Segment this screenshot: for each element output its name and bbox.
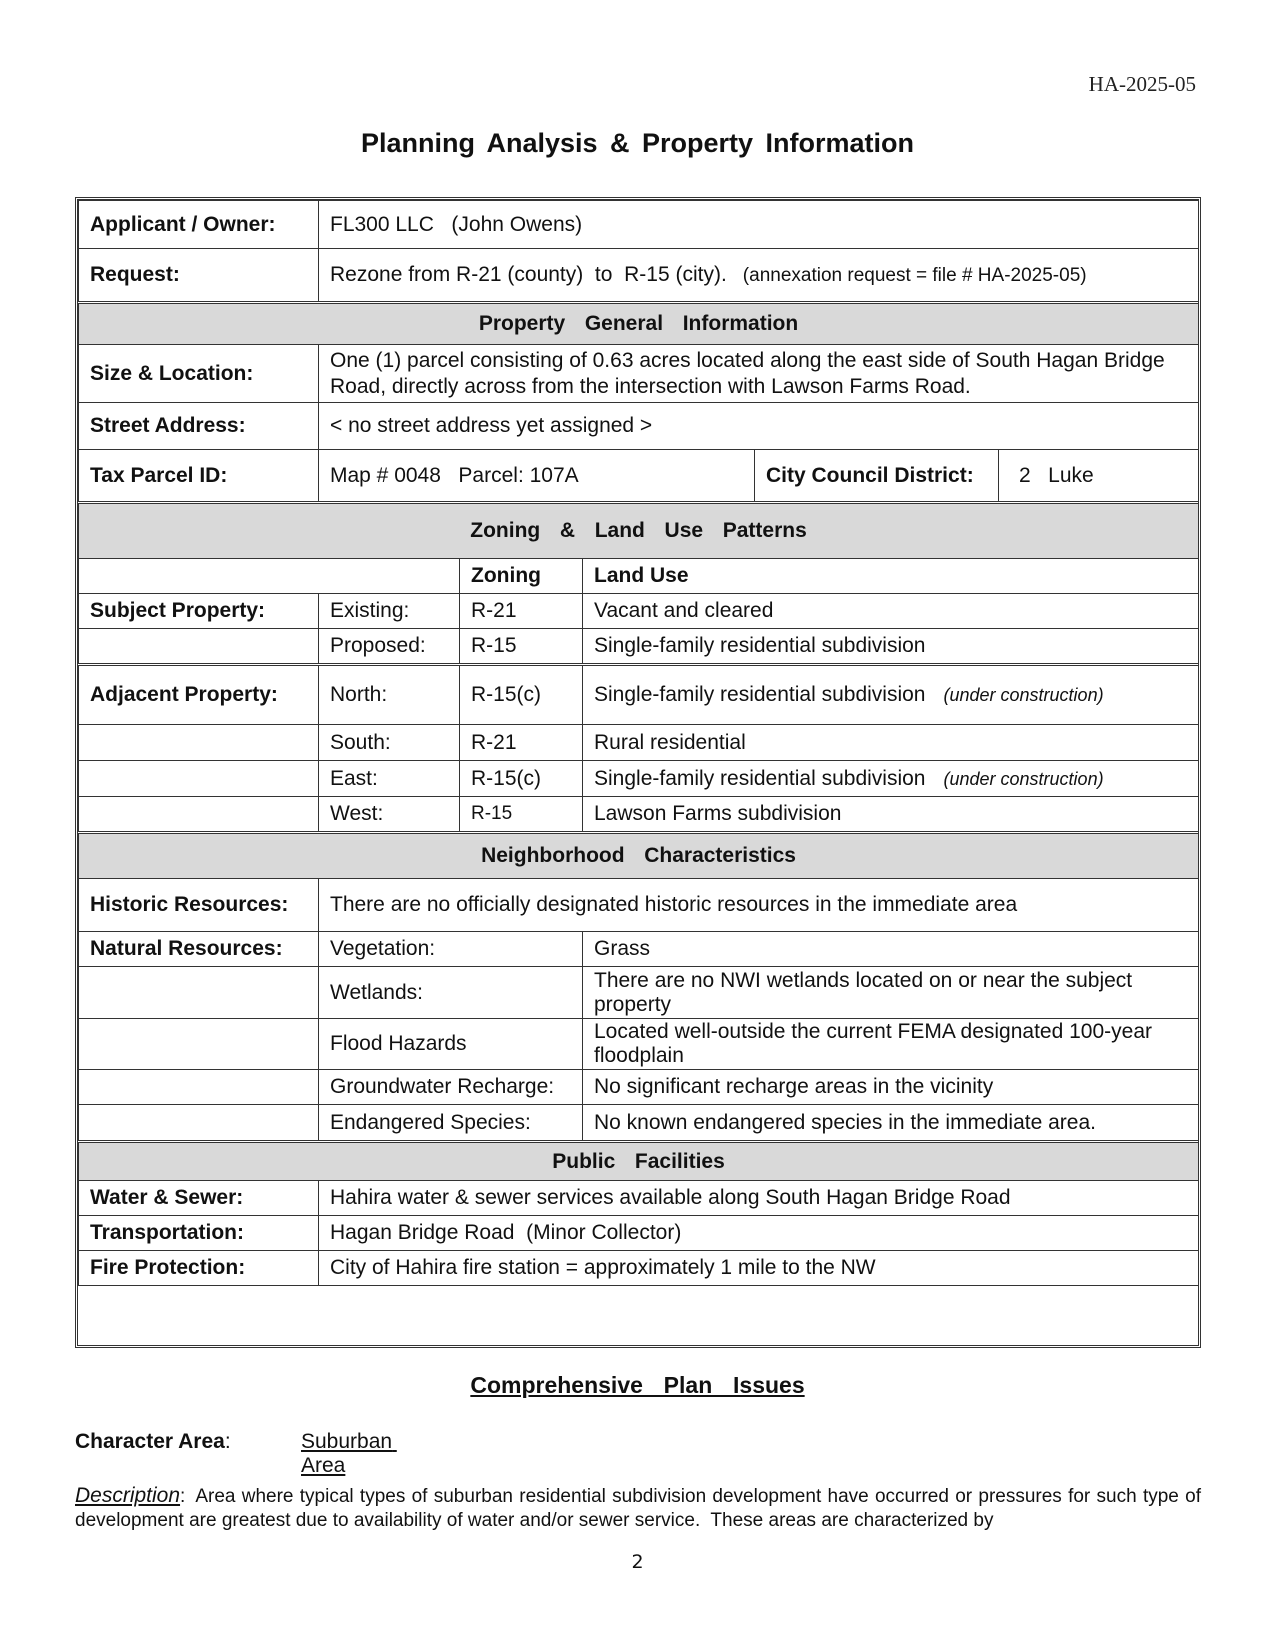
land-use-cell	[583, 665, 1199, 725]
adjacent-property-row	[79, 761, 1199, 797]
subject-property-label: Subject Property:	[79, 594, 319, 629]
zoning-code: R-15(c)	[460, 761, 583, 797]
zoning-column-header: Zoning	[460, 559, 583, 594]
blank-label-cell	[79, 967, 319, 1019]
natural-resource-value: No known endangered species in the immediate area.	[583, 1105, 1199, 1142]
land-use-value: Single-family residential subdivision	[594, 634, 926, 657]
subject-property-row	[79, 594, 1199, 629]
comprehensive-plan-heading: Comprehensive Plan Issues	[470, 1372, 805, 1398]
size-location-value: One (1) parcel consisting of 0.63 acres located along the east side of South Hagan Bridge Road, directly across from the intersection with Lawson Farms Road.	[319, 345, 1199, 403]
public-facility-value: Hagan Bridge Road (Minor Collector)	[319, 1216, 1199, 1251]
blank-label-cell	[79, 761, 319, 797]
direction-label: East:	[319, 761, 460, 797]
land-use-value: Vacant and cleared	[594, 599, 774, 622]
info-grid-body	[79, 201, 1199, 1286]
description-colon: :	[180, 1486, 186, 1507]
land-use-value: Rural residential	[594, 730, 746, 754]
request-cell	[319, 249, 1199, 303]
council-district-value: 2 Luke	[999, 450, 1199, 503]
property-info-table	[75, 197, 1201, 1348]
zoning-code: R-21	[460, 594, 583, 629]
public-facility-label: Transportation:	[79, 1216, 319, 1251]
public-facility-row	[79, 1181, 1199, 1216]
public-facility-row	[79, 1216, 1199, 1251]
public-facility-row	[79, 1251, 1199, 1286]
neighborhood-heading: Neighborhood Characteristics	[79, 833, 1199, 879]
land-use-value: Single-family residential subdivision	[594, 766, 926, 790]
tax-parcel-row	[79, 450, 1199, 503]
applicant-row	[79, 201, 1199, 249]
construction-note: (under construction)	[943, 685, 1104, 705]
land-use-cell	[583, 594, 1199, 629]
blank-label-cell	[79, 1070, 319, 1105]
land-use-value: Lawson Farms subdivision	[594, 802, 842, 825]
request-label: Request:	[79, 249, 319, 303]
blank-label-cell	[79, 725, 319, 761]
character-area-label: Character Area	[75, 1430, 225, 1453]
zoning-header-blank	[79, 559, 460, 594]
description-label: Description	[75, 1484, 181, 1507]
description-paragraph	[75, 1484, 1207, 1533]
zoning-code: R-15	[460, 797, 583, 833]
subject-property-row	[79, 629, 1199, 665]
zoning-heading-row	[79, 503, 1199, 559]
size-location-row	[79, 345, 1199, 403]
natural-resource-row	[79, 1070, 1199, 1105]
land-use-cell	[583, 761, 1199, 797]
page-title: Planning Analysis & Property Information	[360, 128, 915, 158]
street-address-row	[79, 403, 1199, 450]
natural-resource-row	[79, 932, 1199, 967]
zoning-status: Existing:	[319, 594, 460, 629]
direction-label: North:	[319, 665, 460, 725]
tax-parcel-value: Map # 0048 Parcel: 107A	[319, 450, 755, 503]
adjacent-property-row	[79, 665, 1199, 725]
zoning-code: R-15	[460, 629, 583, 665]
character-area-colon: :	[224, 1430, 231, 1453]
public-facilities-heading-row	[79, 1142, 1199, 1181]
property-general-heading-row	[79, 303, 1199, 345]
property-general-heading: Property General Information	[79, 303, 1199, 345]
request-value: Rezone from R-21 (county) to R-15 (city).	[330, 262, 727, 286]
public-facility-label: Fire Protection:	[79, 1251, 319, 1286]
zoning-status: Proposed:	[319, 629, 460, 665]
land-use-cell	[583, 797, 1199, 833]
public-facility-value: City of Hahira fire station = approximately 1 mile to the NW	[319, 1251, 1199, 1286]
natural-resource-item: Vegetation:	[319, 932, 583, 967]
neighborhood-heading-row	[79, 833, 1199, 879]
page-number: 2	[631, 1551, 644, 1573]
natural-resource-row	[79, 1105, 1199, 1142]
street-address-value: < no street address yet assigned >	[319, 403, 1199, 450]
natural-resource-value: Grass	[583, 932, 1199, 967]
public-facility-label: Water & Sewer:	[79, 1181, 319, 1216]
natural-resource-row	[79, 967, 1199, 1019]
blank-label-cell	[79, 1105, 319, 1142]
land-use-cell	[583, 629, 1199, 665]
adjacent-property-row	[79, 725, 1199, 761]
land-use-value: Single-family residential subdivision	[594, 683, 926, 706]
historic-resources-label: Historic Resources:	[79, 879, 319, 932]
natural-resource-value: Located well-outside the current FEMA designated 100-year floodplain	[583, 1019, 1199, 1070]
character-area	[75, 1430, 397, 1477]
council-district-label: City Council District:	[755, 450, 999, 503]
file-reference: HA-2025-05	[1088, 72, 1196, 96]
zoning-code: R-15(c)	[460, 665, 583, 725]
historic-resources-value: There are no officially designated historic resources in the immediate area	[319, 879, 1199, 932]
adjacent-property-label: Adjacent Property:	[79, 665, 319, 725]
natural-resources-label: Natural Resources:	[79, 932, 319, 967]
description-text: Area where typical types of suburban residential subdivision development have occurred or pressures for such type of development are greatest due to availability of water and/or sewer service. These areas are characterized by	[75, 1486, 1207, 1531]
info-grid	[78, 200, 1199, 1286]
historic-resources-row	[79, 879, 1199, 932]
direction-label: West:	[319, 797, 460, 833]
applicant-label: Applicant / Owner:	[79, 201, 319, 249]
tax-parcel-label: Tax Parcel ID:	[79, 450, 319, 503]
zoning-heading: Zoning & Land Use Patterns	[79, 503, 1199, 559]
street-address-label: Street Address:	[79, 403, 319, 450]
adjacent-property-row	[79, 797, 1199, 833]
natural-resource-item: Wetlands:	[319, 967, 583, 1019]
public-facility-value: Hahira water & sewer services available along South Hagan Bridge Road	[319, 1181, 1199, 1216]
land-use-column-header: Land Use	[583, 559, 1199, 594]
request-note: (annexation request = file # HA-2025-05)	[742, 264, 1087, 286]
blank-label-cell	[79, 629, 319, 665]
request-row	[79, 249, 1199, 303]
blank-label-cell	[79, 1019, 319, 1070]
land-use-cell	[583, 725, 1199, 761]
zoning-columns-row	[79, 559, 1199, 594]
natural-resource-item: Flood Hazards	[319, 1019, 583, 1070]
natural-resource-value: There are no NWI wetlands located on or near the subject property	[583, 967, 1199, 1019]
character-area-value: Suburban Area	[301, 1430, 397, 1477]
natural-resource-item: Endangered Species:	[319, 1105, 583, 1142]
applicant-value: FL300 LLC (John Owens)	[319, 201, 1199, 249]
natural-resource-value: No significant recharge areas in the vicinity	[583, 1070, 1199, 1105]
natural-resource-item: Groundwater Recharge:	[319, 1070, 583, 1105]
direction-label: South:	[319, 725, 460, 761]
zoning-code: R-21	[460, 725, 583, 761]
natural-resource-row	[79, 1019, 1199, 1070]
blank-label-cell	[79, 797, 319, 833]
size-location-label: Size & Location:	[79, 345, 319, 403]
public-facilities-heading: Public Facilities	[79, 1142, 1199, 1181]
construction-note: (under construction)	[943, 768, 1104, 789]
